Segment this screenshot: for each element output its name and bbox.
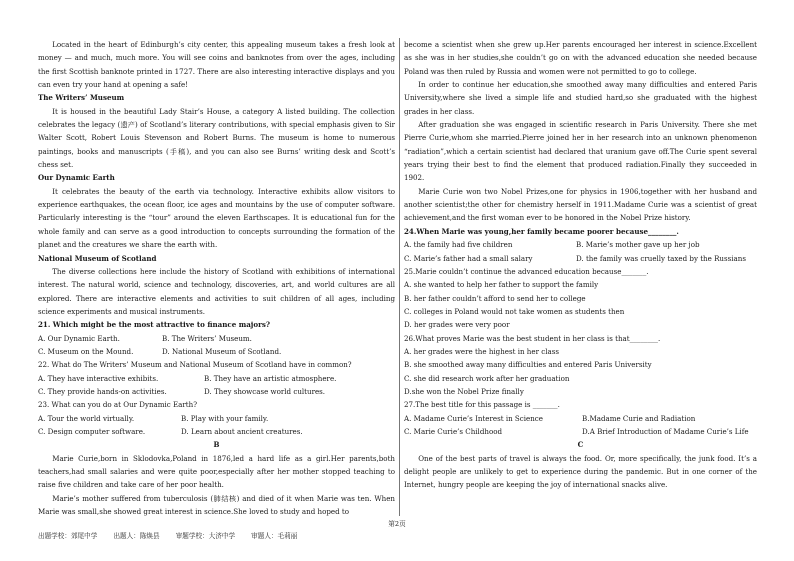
option-25-a: A. she wanted to help her father to support the family: [404, 280, 599, 290]
question-24: 24.When Marie was young,her family became poorer because________.: [404, 226, 679, 236]
option-23-a: A. Tour the world virtually.: [38, 413, 135, 423]
option-22-d: D. They showcase world cultures.: [204, 386, 326, 396]
option-26-d: D.she won the Nobel Prize finally: [404, 386, 524, 396]
option-23-d: D. Learn about ancient creatures.: [181, 426, 303, 436]
question-22-options-row1: [38, 372, 395, 385]
question-23: 23. What can you do at Our Dynamic Earth?: [38, 400, 198, 410]
passage-b-paragraph-5: Marie Curie won two Nobel Prizes,one for physics in 1906,together with her husband and another scientist;the other for chemistry herself in 1911.Madame Curie was a scientist of great achievement,and the first woman ever to be honored in the Nobel Prize history.: [404, 186, 757, 223]
paragraph-dynamic-earth: It celebrates the beauty of the earth via technology. Interactive exhibits allow visitors to experience earthquakes, the ocean floor, ice ages and mountains by the use of computer software. Particularly interesting is the “tour” around the eleven Earthscapes. It is educational fun for the whole family and can serve as a good introduction to concepts surrounding the formation of the planet and the creatures we share the earth with.: [38, 186, 395, 250]
question-26: 26.What proves Marie was the best student in her class is that________.: [404, 333, 661, 343]
question-21-options-row2: [38, 345, 395, 358]
option-26-a: A. her grades were the highest in her class: [404, 346, 559, 356]
option-26-b: B. she smoothed away many difficulties and entered Paris University: [404, 360, 652, 370]
option-22-a: A. They have interactive exhibits.: [38, 373, 159, 383]
left-column: [38, 38, 395, 518]
option-25-d: D. her grades were very poor: [404, 320, 510, 330]
footer-review-school: 审题学校：大济中学: [175, 532, 236, 540]
question-27-options-row2: [404, 425, 757, 438]
option-21-a: A. Our Dynamic Earth.: [38, 333, 120, 343]
option-22-b: B. They have an artistic atmosphere.: [204, 373, 337, 383]
option-24-d: D. the family was cruelly taxed by the Russians: [576, 253, 746, 263]
question-22-options-row2: [38, 385, 395, 398]
footer: [38, 530, 311, 540]
question-21-options-row1: [38, 332, 395, 345]
option-24-a: A. the family had five children: [404, 240, 513, 250]
page-number: 第2页: [388, 520, 406, 528]
option-22-c: C. They provide hands-on activities.: [38, 386, 167, 396]
passage-b-paragraph-3: In order to continue her education,she smoothed away many difficulties and entered Paris University,where she lived a simple life and studied hard,so she graduated with the highest grades in her class.: [404, 80, 757, 116]
option-26-c: C. she did research work after her graduation: [404, 373, 570, 383]
footer-school: 出题学校：郊尾中学: [38, 532, 98, 540]
footer-reviewer: 审题人：毛莉丽: [251, 532, 298, 540]
section-c-label: C: [577, 440, 584, 450]
section-b-label: B: [213, 440, 220, 450]
passage-b-paragraph-2-cont: become a scientist when she grew up.Her parents encouraged her interest in science.Excellent as she was in her studies,she couldn’t go on with the advanced education she needed because Poland was then ruled by Russia and women were not permitted to go to college.: [404, 40, 757, 76]
question-27: 27.The best title for this passage is _______.: [404, 400, 560, 410]
question-23-options-row1: [38, 412, 395, 425]
passage-a-intro: Located in the heart of Edinburgh’s city center, this appealing museum takes a fresh look at money — and much, much more. You will see coins and banknotes from over the ages, including the first Scottish banknote printed in 1727. There are also interesting interactive displays and you can even try your hand at opening a safe!: [38, 40, 395, 90]
option-27-d: D.A Brief Introduction of Madame Curie’s Life: [582, 426, 749, 436]
question-23-options-row2: [38, 425, 395, 438]
question-24-options-row1: [404, 238, 757, 251]
question-27-options-row1: [404, 412, 757, 425]
paragraph-writers-museum: It is housed in the beautiful Lady Stair’s House, a category A listed building. The collection celebrates the legacy (遗产) of Scotland’s literary contributions, with special emphasis given to Sir Walter Scott, Robert Louis Stevenson and Robert Burns. The museum is home to numerous paintings, books and manuscripts (手稿), and you can also see Burns’ writing desk and Scott’s chess set.: [38, 106, 395, 170]
option-23-b: B. Play with your family.: [181, 413, 269, 423]
passage-c-paragraph-1: One of the best parts of travel is always the food. Or, more specifically, the junk food. It’s a delight people are unlikely to get to experience during the pandemic. But in one corner of the Internet, hungry people are keeping the joy of international snacks alive.: [404, 453, 757, 490]
option-24-b: B. Marie’s mother gave up her job: [576, 240, 700, 250]
heading-dynamic-earth: Our Dynamic Earth: [38, 173, 115, 183]
option-23-c: C. Design computer software.: [38, 426, 146, 436]
question-21: 21. Which might be the most attractive to finance majors?: [38, 320, 270, 330]
passage-b-paragraph-4: After graduation she was engaged in scientific research in Paris University. There she met Pierre Curie,whom she married.Pierre joined her in her research into an unknown phenomenon “radiation”,which a certain scientist had declared that uranium gave off.The Curie spent several years trying their best to find the element that produced radiation.Finally they succeeded in 1902.: [404, 120, 757, 183]
option-24-c: C. Marie’s father had a small salary: [404, 253, 533, 263]
heading-writers-museum: The Writers’ Museum: [38, 93, 125, 103]
footer-author: 出题人：陈焕县: [113, 532, 160, 540]
passage-b-paragraph-1: Marie Curie,born in Sklodovka,Poland in 1876,led a hard life as a girl.Her parents,both teachers,had small salaries and were quite poor,especially after her mother stopped teaching to raise five children and take care of her poor health.: [38, 453, 395, 490]
question-25: 25.Marie couldn’t continue the advanced education because_______.: [404, 266, 649, 276]
question-22: 22. What do The Writers’ Museum and National Museum of Scotland have in common?: [38, 360, 352, 370]
option-25-c: C. colleges in Poland would not take women as students then: [404, 306, 625, 316]
option-21-c: C. Museum on the Mound.: [38, 346, 134, 356]
heading-national-museum: National Museum of Scotland: [38, 253, 157, 263]
paragraph-national-museum: The diverse collections here include the history of Scotland with exhibitions of international interest. The natural world, science and technology, discoveries, art, and world cultures are all explored. There are interactive elements and activities to suit children of all ages, including science experiments and musical instruments.: [38, 266, 395, 316]
option-27-b: B.Madame Curie and Radiation: [582, 413, 696, 423]
option-21-b: B. The Writers’ Museum.: [162, 333, 252, 343]
option-25-b: B. her father couldn’t afford to send her to college: [404, 293, 586, 303]
passage-b-paragraph-2: Marie’s mother suffered from tuberculosis (肺结核) and died of it when Marie was ten. When Marie was small,she showed great interest in science.She loved to study and hoped to: [38, 493, 395, 517]
question-24-options-row2: [404, 252, 757, 265]
option-27-a: A. Madame Curie’s Interest in Science: [404, 413, 543, 423]
right-column: [404, 38, 757, 492]
option-27-c: C. Marie Curie’s Childhood: [404, 426, 503, 436]
option-21-d: D. National Museum of Scotland.: [162, 346, 282, 356]
column-divider: [399, 38, 400, 516]
